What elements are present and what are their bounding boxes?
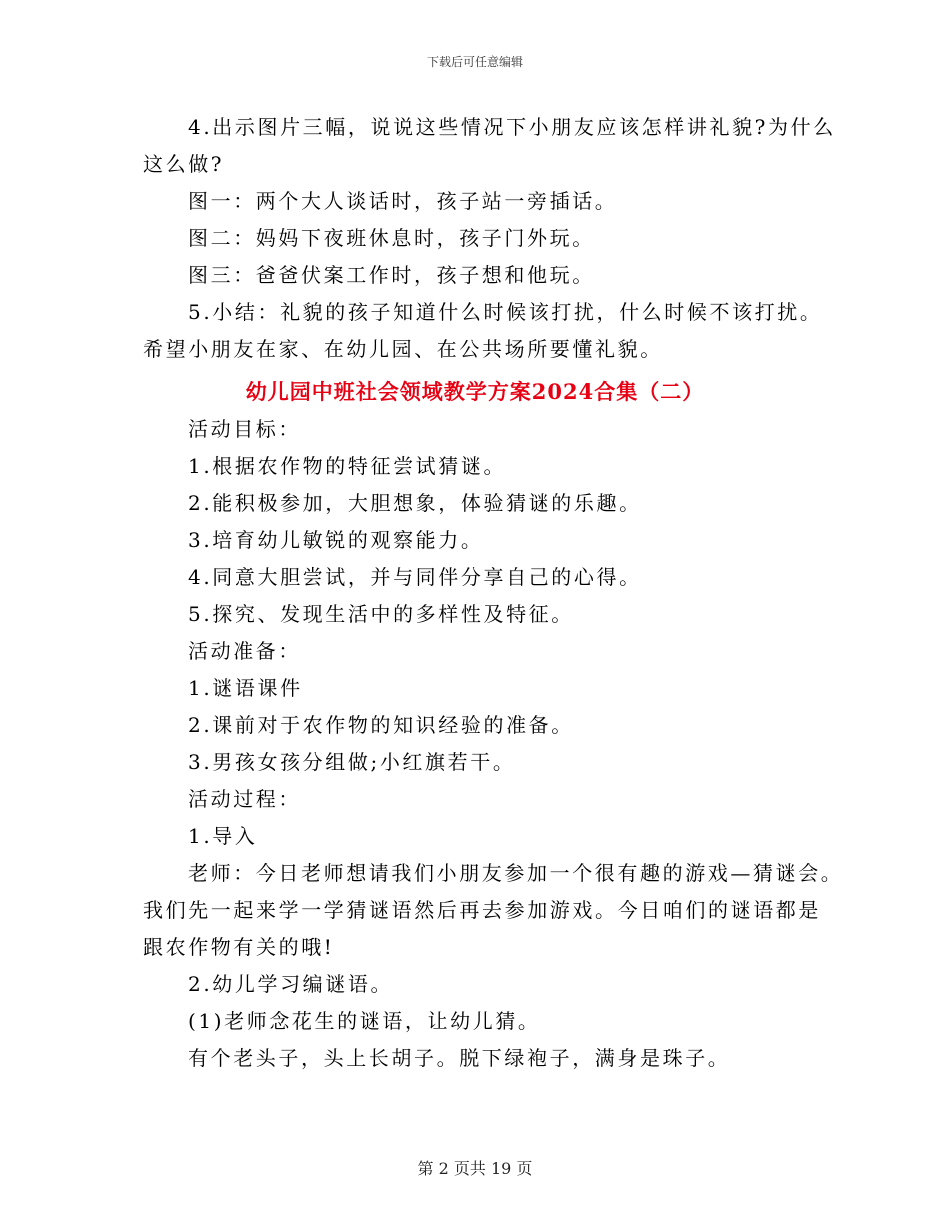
- text-line: 图三：爸爸伏案工作时，孩子想和他玩。: [188, 263, 595, 287]
- text-line: 4.出示图片三幅，说说这些情况下小朋友应该怎样讲礼貌?为什么: [188, 115, 836, 139]
- text-line: 老师：今日老师想请我们小朋友参加一个很有趣的游戏—猜谜会。: [188, 861, 844, 885]
- text-line: 2.课前对于农作物的知识经验的准备。: [188, 713, 574, 737]
- section-title: 幼儿园中班社会领域教学方案2024合集（二）: [245, 379, 705, 404]
- text-line: 1.导入: [188, 824, 258, 848]
- text-line: 图一：两个大人谈话时，孩子站一旁插话。: [188, 189, 618, 213]
- text-line: 5.探究、发现生活中的多样性及特征。: [188, 602, 574, 626]
- text-line: 跟农作物有关的哦!: [143, 935, 335, 959]
- text-line: 2.能积极参加，大胆想象，体验猜谜的乐趣。: [188, 491, 642, 515]
- text-line: 4.同意大胆尝试，并与同伴分享自己的心得。: [188, 565, 642, 589]
- text-line: 活动准备：: [188, 639, 301, 663]
- text-line: 3.培育幼儿敏锐的观察能力。: [188, 528, 484, 552]
- text-line: (1)老师念花生的谜语，让幼儿猜。: [188, 1009, 541, 1033]
- text-line: 5.小结：礼貌的孩子知道什么时候该打扰，什么时候不该打扰。: [188, 300, 823, 324]
- text-line: 我们先一起来学一学猜谜语然后再去参加游戏。今日咱们的谜语都是: [143, 898, 821, 922]
- text-line: 2.幼儿学习编谜语。: [188, 972, 394, 996]
- page-header: 下载后可任意编辑: [426, 55, 523, 69]
- page-footer: 第 2 页共 19 页: [417, 1159, 533, 1178]
- text-line: 有个老头子，头上长胡子。脱下绿袍子，满身是珠子。: [188, 1046, 731, 1070]
- text-line: 活动过程：: [188, 787, 301, 811]
- text-line: 希望小朋友在家、在幼儿园、在公共场所要懂礼貌。: [143, 337, 663, 361]
- text-line: 1.根据农作物的特征尝试猜谜。: [188, 454, 507, 478]
- text-line: 图二：妈妈下夜班休息时，孩子门外玩。: [188, 226, 595, 250]
- text-line: 3.男孩女孩分组做;小红旗若干。: [188, 750, 516, 774]
- text-line: 活动目标：: [188, 417, 301, 441]
- text-line: 这么做?: [143, 152, 225, 176]
- text-line: 1.谜语课件: [188, 676, 303, 700]
